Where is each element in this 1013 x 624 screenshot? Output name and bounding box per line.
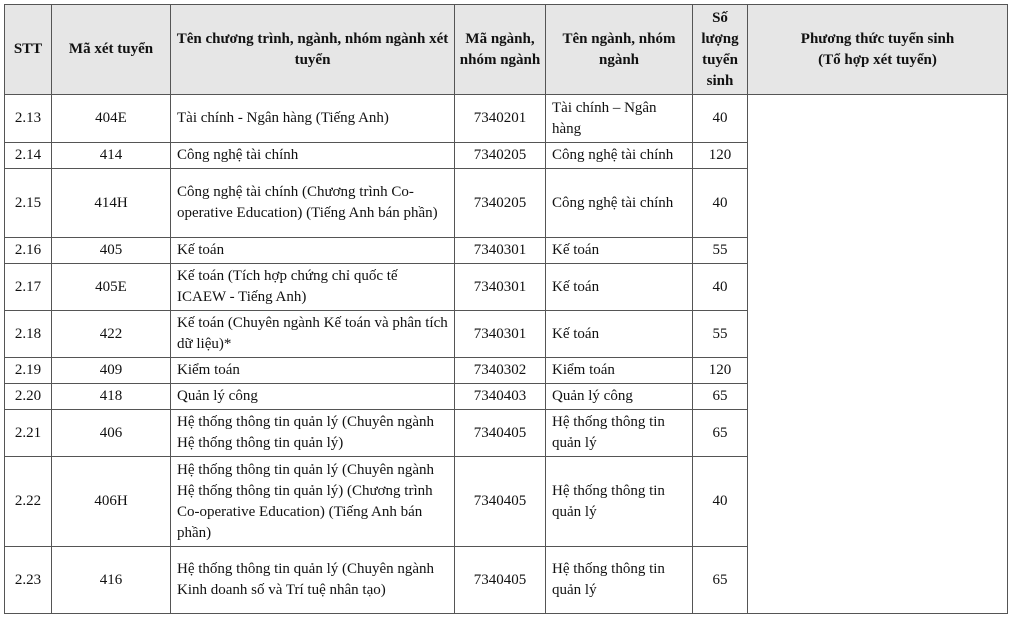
cell-ma-xet-tuyen: 414 <box>52 143 171 169</box>
cell-ma-nganh: 7340403 <box>455 384 546 410</box>
header-so-luong: Số lượng tuyển sinh <box>693 5 748 95</box>
cell-so-luong: 65 <box>693 547 748 614</box>
cell-ma-nganh: 7340405 <box>455 547 546 614</box>
cell-ma-nganh: 7340301 <box>455 311 546 358</box>
cell-so-luong: 40 <box>693 169 748 238</box>
cell-ma-nganh: 7340405 <box>455 410 546 457</box>
cell-so-luong: 40 <box>693 457 748 547</box>
cell-ten-chuong-trinh: Kế toán (Chuyên ngành Kế toán và phân tích dữ liệu)* <box>171 311 455 358</box>
cell-so-luong: 65 <box>693 410 748 457</box>
cell-ma-xet-tuyen: 422 <box>52 311 171 358</box>
cell-ten-chuong-trinh: Tài chính - Ngân hàng (Tiếng Anh) <box>171 95 455 143</box>
cell-ten-chuong-trinh: Hệ thống thông tin quản lý (Chuyên ngành Hệ thống thông tin quản lý) <box>171 410 455 457</box>
cell-ten-nganh: Hệ thống thông tin quản lý <box>546 410 693 457</box>
cell-ma-xet-tuyen: 406 <box>52 410 171 457</box>
cell-ten-chuong-trinh: Kế toán <box>171 238 455 264</box>
cell-stt: 2.19 <box>5 358 52 384</box>
cell-ma-xet-tuyen: 416 <box>52 547 171 614</box>
cell-ten-chuong-trinh: Hệ thống thông tin quản lý (Chuyên ngành Kinh doanh số và Trí tuệ nhân tạo) <box>171 547 455 614</box>
header-ten-nganh: Tên ngành, nhóm ngành <box>546 5 693 95</box>
cell-ma-xet-tuyen: 414H <box>52 169 171 238</box>
cell-so-luong: 40 <box>693 95 748 143</box>
cell-so-luong: 120 <box>693 143 748 169</box>
cell-stt: 2.23 <box>5 547 52 614</box>
cell-stt: 2.17 <box>5 264 52 311</box>
header-row <box>5 5 1008 95</box>
cell-so-luong: 120 <box>693 358 748 384</box>
header-ma-nganh: Mã ngành, nhóm ngành <box>455 5 546 95</box>
cell-ma-xet-tuyen: 409 <box>52 358 171 384</box>
admissions-table <box>4 4 1008 614</box>
cell-ten-nganh: Kế toán <box>546 311 693 358</box>
cell-ma-xet-tuyen: 405 <box>52 238 171 264</box>
cell-ten-nganh: Công nghệ tài chính <box>546 169 693 238</box>
cell-ma-xet-tuyen: 404E <box>52 95 171 143</box>
cell-ma-nganh: 7340405 <box>455 457 546 547</box>
header-phuong-thuc <box>748 5 1008 95</box>
cell-ten-nganh: Kiểm toán <box>546 358 693 384</box>
cell-ten-chuong-trinh: Công nghệ tài chính <box>171 143 455 169</box>
cell-ma-xet-tuyen: 406H <box>52 457 171 547</box>
table-row <box>5 95 1008 143</box>
cell-ma-nganh: 7340301 <box>455 238 546 264</box>
cell-ten-nganh: Tài chính – Ngân hàng <box>546 95 693 143</box>
cell-stt: 2.18 <box>5 311 52 358</box>
cell-ten-chuong-trinh: Kế toán (Tích hợp chứng chỉ quốc tế ICAEW - Tiếng Anh) <box>171 264 455 311</box>
cell-ma-nganh: 7340205 <box>455 143 546 169</box>
cell-ten-chuong-trinh: Công nghệ tài chính (Chương trình Co-operative Education) (Tiếng Anh bán phần) <box>171 169 455 238</box>
cell-ma-xet-tuyen: 418 <box>52 384 171 410</box>
cell-ma-nganh: 7340302 <box>455 358 546 384</box>
cell-ma-xet-tuyen: 405E <box>52 264 171 311</box>
cell-so-luong: 40 <box>693 264 748 311</box>
table-body <box>5 95 1008 614</box>
cell-stt: 2.21 <box>5 410 52 457</box>
cell-phuong-thuc-merged <box>748 95 1008 614</box>
header-ma-xet-tuyen: Mã xét tuyển <box>52 5 171 95</box>
header-ten-chuong-trinh: Tên chương trình, ngành, nhóm ngành xét tuyển <box>171 5 455 95</box>
cell-ten-nganh: Hệ thống thông tin quản lý <box>546 547 693 614</box>
cell-ten-chuong-trinh: Quản lý công <box>171 384 455 410</box>
cell-so-luong: 65 <box>693 384 748 410</box>
cell-stt: 2.16 <box>5 238 52 264</box>
cell-stt: 2.14 <box>5 143 52 169</box>
cell-ten-nganh: Kế toán <box>546 238 693 264</box>
cell-ten-nganh: Hệ thống thông tin quản lý <box>546 457 693 547</box>
cell-ma-nganh: 7340205 <box>455 169 546 238</box>
cell-ten-chuong-trinh: Kiểm toán <box>171 358 455 384</box>
cell-ten-nganh: Công nghệ tài chính <box>546 143 693 169</box>
header-stt: STT <box>5 5 52 95</box>
cell-ma-nganh: 7340201 <box>455 95 546 143</box>
cell-stt: 2.20 <box>5 384 52 410</box>
cell-ten-nganh: Kế toán <box>546 264 693 311</box>
header-phuong-thuc-line2: (Tổ hợp xét tuyển) <box>818 51 937 68</box>
cell-stt: 2.13 <box>5 95 52 143</box>
cell-stt: 2.15 <box>5 169 52 238</box>
cell-so-luong: 55 <box>693 311 748 358</box>
cell-ma-nganh: 7340301 <box>455 264 546 311</box>
header-phuong-thuc-line1: Phương thức tuyển sinh <box>800 30 955 47</box>
cell-ten-nganh: Quản lý công <box>546 384 693 410</box>
cell-stt: 2.22 <box>5 457 52 547</box>
cell-ten-chuong-trinh: Hệ thống thông tin quản lý (Chuyên ngành Hệ thống thông tin quản lý) (Chương trình Co-operative Education) (Tiếng Anh bán phần) <box>171 457 455 547</box>
cell-so-luong: 55 <box>693 238 748 264</box>
